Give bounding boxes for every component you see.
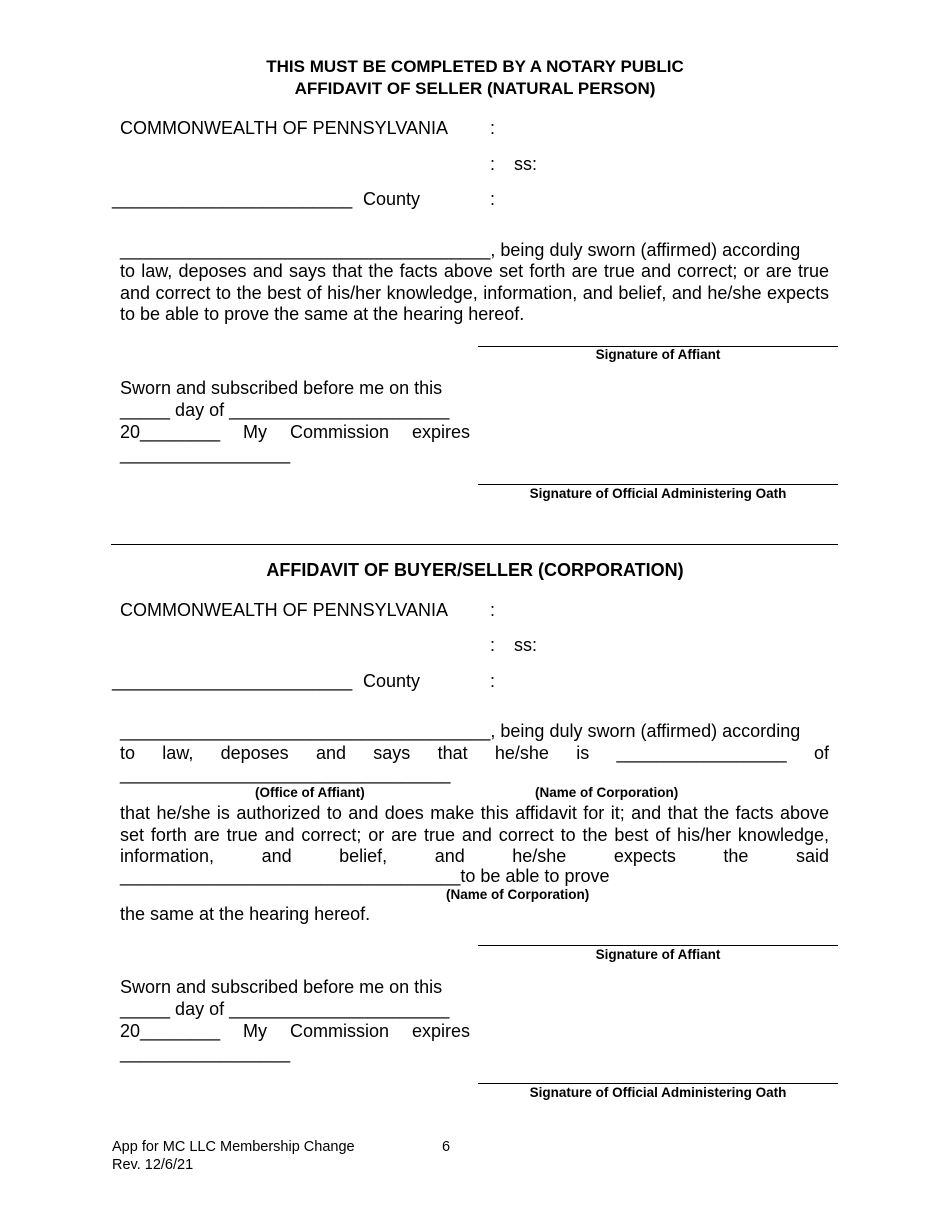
venue-colon: : <box>490 671 496 691</box>
sworn-statement-line2: to law, deposes and says that he/she is _________________ of <box>120 743 829 763</box>
hearing-line: the same at the hearing hereof. <box>120 904 371 924</box>
county-label: County <box>363 189 421 209</box>
notary-line1: Sworn and subscribed before me on this <box>120 378 443 398</box>
county-label: County <box>363 671 421 691</box>
venue-colon: : <box>490 600 496 620</box>
sworn-statement-line1: _____________________________________, being duly sworn (affirmed) according <box>120 721 801 741</box>
heading-affidavit-seller: AFFIDAVIT OF SELLER (NATURAL PERSON) <box>294 79 656 98</box>
sworn-statement-line1: _____________________________________, being duly sworn (affirmed) according <box>120 240 801 260</box>
footer-document-name: App for MC LLC Membership Change <box>112 1139 355 1155</box>
signature-line <box>478 945 838 946</box>
signature-affiant-label: Signature of Affiant <box>595 347 721 362</box>
county-blank: ________________________ <box>112 671 353 691</box>
venue-colon: : <box>490 154 496 174</box>
notary-line2: _____ day of ______________________ <box>120 400 450 420</box>
footer-revision: Rev. 12/6/21 <box>112 1157 194 1173</box>
commonwealth-label: COMMONWEALTH OF PENNSYLVANIA <box>120 118 449 138</box>
prove-line: __________________________________to be able to prove <box>120 866 610 886</box>
heading-affidavit-corporation: AFFIDAVIT OF BUYER/SELLER (CORPORATION) <box>266 560 684 580</box>
heading-notary: THIS MUST BE COMPLETED BY A NOTARY PUBLIC <box>266 57 684 76</box>
name-of-corporation-label: (Name of Corporation) <box>446 887 590 902</box>
notary-line4: _________________ <box>120 1043 291 1063</box>
signature-line <box>478 484 838 485</box>
signature-official-label: Signature of Official Administering Oath <box>529 486 787 501</box>
notary-line3: 20________ My Commission expires <box>120 422 470 442</box>
notary-line3: 20________ My Commission expires <box>120 1021 470 1041</box>
notary-line1: Sworn and subscribed before me on this <box>120 977 443 997</box>
signature-affiant-label: Signature of Affiant <box>595 947 721 962</box>
venue-colon: : <box>490 118 496 138</box>
office-blank: _________________________________ <box>120 764 451 784</box>
footer-page-number: 6 <box>442 1139 451 1155</box>
county-blank: ________________________ <box>112 189 353 209</box>
notary-line4: _________________ <box>120 444 291 464</box>
commonwealth-label: COMMONWEALTH OF PENNSYLVANIA <box>120 600 449 620</box>
corporation-body: that he/she is authorized to and does make this affidavit for it; and that the facts above set forth are true and correct; or are true and correct to the best of his/her knowledge, information, and belief, and he/she expects the said <box>120 803 829 866</box>
venue-colon: : <box>490 189 496 209</box>
signature-official-label: Signature of Official Administering Oath <box>529 1085 787 1100</box>
name-of-corporation-label: (Name of Corporation) <box>535 785 679 800</box>
ss-label: ss: <box>514 154 538 174</box>
sworn-statement-body: to law, deposes and says that the facts above set forth are true and correct; or are true and correct to the best of his/her knowledge, information, and belief, and he/she expects to be able to prove the same at the hearing hereof. <box>120 261 829 324</box>
ss-label: ss: <box>514 635 538 655</box>
section-divider <box>111 544 838 545</box>
venue-colon: : <box>490 635 496 655</box>
notary-line2: _____ day of ______________________ <box>120 999 450 1019</box>
office-of-affiant-label: (Office of Affiant) <box>255 785 365 800</box>
signature-line <box>478 1083 838 1084</box>
